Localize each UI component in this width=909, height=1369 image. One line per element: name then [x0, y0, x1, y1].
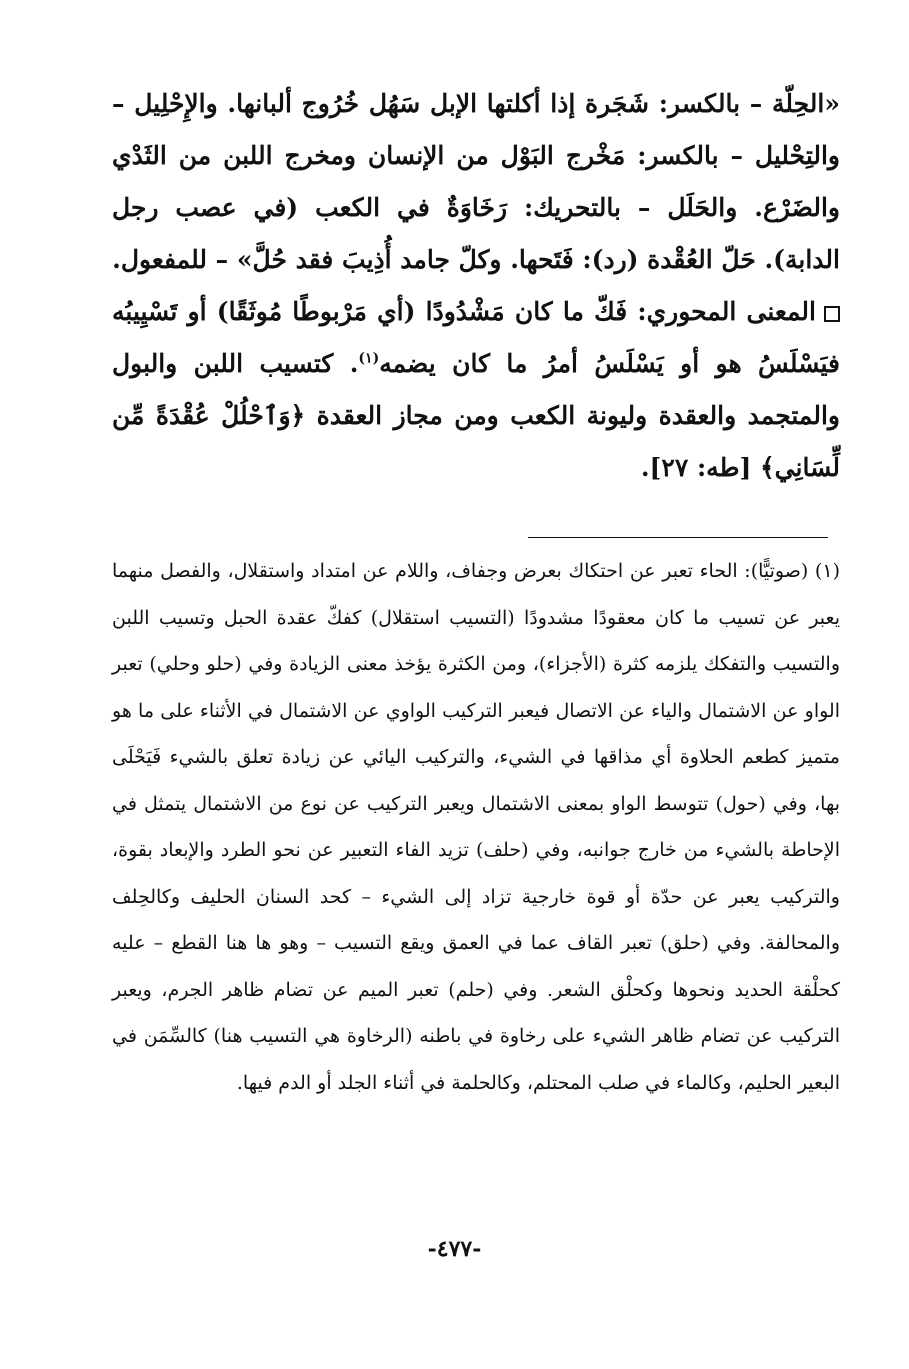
footnote-text: (١) (صوتيًّا): الحاء تعبر عن احتكاك بعرض وجفاف، واللام عن امتداد واستقلال، والفصل منهما يعبر عن تسيب ما كان معقودًا مشدودًا (التسيب استقلال) كفكّ عقدة الحبل وتسيب اللبن والتسيب والتفكك يلزمه كثرة (الأجزاء)، ومن الكثرة يؤخذ معنى الزيادة وفي (حلو وحلي) تعبر الواو عن الاشتمال والياء عن الاتصال فيعبر التركيب الواوي عن الاشتمال في الأثناء على ما هو متميز كطعم الحلاوة أي مذاقها في الشيء، والتركيب اليائي عن زيادة تعلق بالشيء فَيَحْلَى بها، وفي (حول) تتوسط الواو بمعنى الاشتمال ويعبر التركيب عن نوع من الاشتمال يتمثل في الإحاطة بالشيء من خارج جوانبه، وفي (حلف) تزيد الفاء التعبير عن نحو الطرد والإبعاد بقوة، والتركيب يعبر عن حدّة أو قوة خارجية تزاد إلى الشيء – كحد السنان الحليف وكالحِلف والمحالفة. وفي (حلق) تعبر القاف عما في العمق ويقع التسيب – وهو ها هنا القطع – عليه كحلْقة الحديد ونحوها وكحلْق الشعر. وفي (حلم) تعبر الميم عن تضام ظاهر الجرم، ويعبر التركيب عن تضام ظاهر الشيء على رخاوة في باطنه (الرخاوة هي التسيب هنا) كالسِّمَن في البعير الحليم، وكالماء في صلب المحتلم، وكالحلمة في أثناء الجلد أو الدم فيها.	[112, 560, 840, 1094]
definition-paragraph: «الحِلّة – بالكسر: شَجَرة إذا أكلتها الإبل سَهُل خُرُوج ألبانها. والإِحْلِيل – والتِحْليل – بالكسر: مَخْرج البَوْل من الإنسان ومخرج اللبن من الثَدْي والضَرْع. والحَلَل – بالتحريك: رَخَاوَةٌ في الكعب (في عصب رجل الدابة). حَلّ العُقْدة (رد): فَتَحها. وكلّ جامد أُذِيبَ فقد حُلَّ» – للمفعول.	[112, 89, 840, 274]
core-meaning-text: المعنى المحوري: فَكّ ما كان مَشْدُودًا (أي مَرْبوطًا مُوثَقًا) أو تَسْيِيبُه فيَسْلَسُ هو أو يَسْلَسُ أمرُ ما كان يضمه	[112, 297, 840, 378]
main-text	[112, 78, 840, 494]
square-bullet-icon	[824, 306, 840, 322]
core-meaning-paragraph	[112, 286, 840, 494]
page-number: -٤٧٧-	[427, 1236, 482, 1262]
core-meaning-text-continued: . كتسيب اللبن والبول والمتجمد والعقدة وليونة الكعب ومن مجاز العقدة ﴿وَٱحْلُلْ عُقْدَةً مِّن لِّسَانِي﴾ [طه: ٢٧].	[112, 349, 840, 482]
footnote	[112, 548, 840, 1106]
footnote-separator	[528, 537, 828, 538]
footnote-reference[interactable]: (١)	[358, 350, 380, 367]
